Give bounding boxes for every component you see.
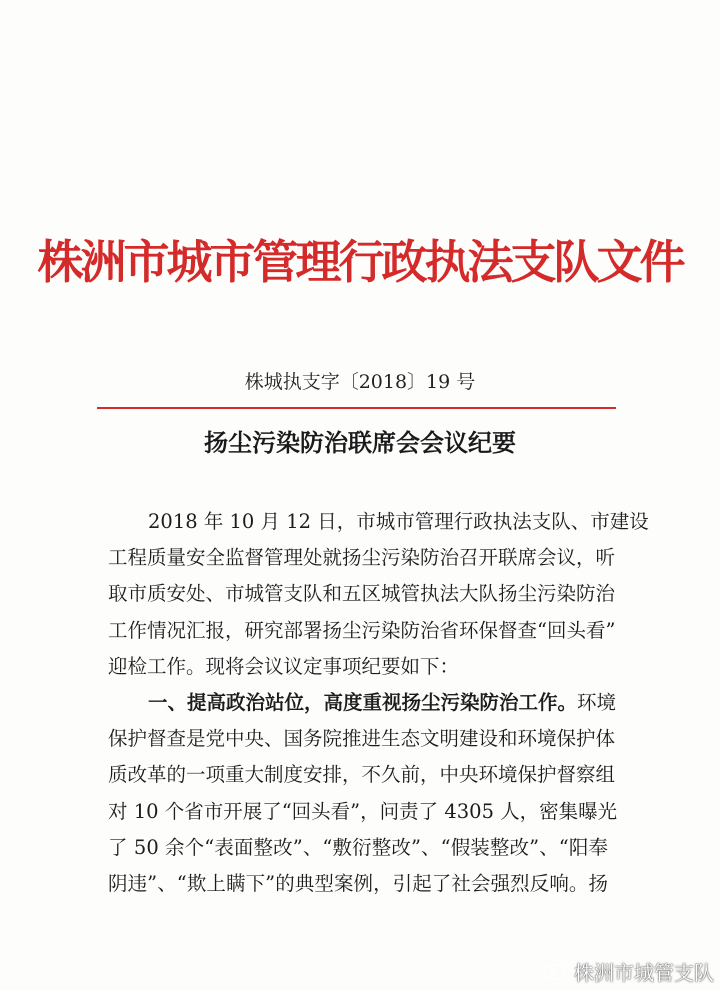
- body-line: 迎检工作。现将会议议定事项纪要如下：: [108, 654, 460, 678]
- weibo-icon: [542, 957, 570, 986]
- watermark: [542, 957, 714, 986]
- watermark-text: 株洲市城管支队: [574, 961, 714, 985]
- section-heading-tail: 环境: [577, 690, 617, 714]
- document-title: 扬尘污染防治联席会会议纪要: [204, 429, 516, 457]
- section-heading-line: [108, 685, 617, 721]
- body-line: 工作情况汇报，研究部署扬尘污染防治省环保督查“回头看”: [108, 618, 616, 642]
- body-line: 了 50 余个“表面整改”、“敷衍整改”、“假装整改”、“阳奉: [108, 835, 608, 859]
- body-line: 保护督查是党中央、国务院推进生态文明建设和环境保护体: [108, 727, 616, 751]
- body-line: 2018 年 10 月 12 日，市城市管理行政执法支队、市建设: [148, 510, 649, 533]
- document-number: 株城执支字〔2018〕19 号: [244, 371, 476, 393]
- body-line: 质改革的一项重大制度安排，不久前，中央环境保护督察组: [108, 763, 616, 787]
- org-header-title: 株洲市城市管理行政执法支队文件: [37, 235, 683, 289]
- body-line: 阴违”、“欺上瞒下”的典型案例，引起了社会强烈反响。扬: [108, 871, 608, 895]
- body-line: 取市质安处、市城管支队和五区城管执法大队扬尘污染防治: [108, 582, 616, 606]
- red-divider-line: [97, 407, 616, 409]
- body-line: 工程质量安全监督管理处就扬尘污染防治召开联席会议，听: [108, 546, 616, 570]
- section-heading: 一、提高政治站位，高度重视扬尘污染防治工作。: [148, 690, 578, 714]
- body-line: 对 10 个省市开展了“回头看”，问责了 4305 人，密集曝光: [108, 799, 618, 823]
- document-body: [108, 504, 649, 902]
